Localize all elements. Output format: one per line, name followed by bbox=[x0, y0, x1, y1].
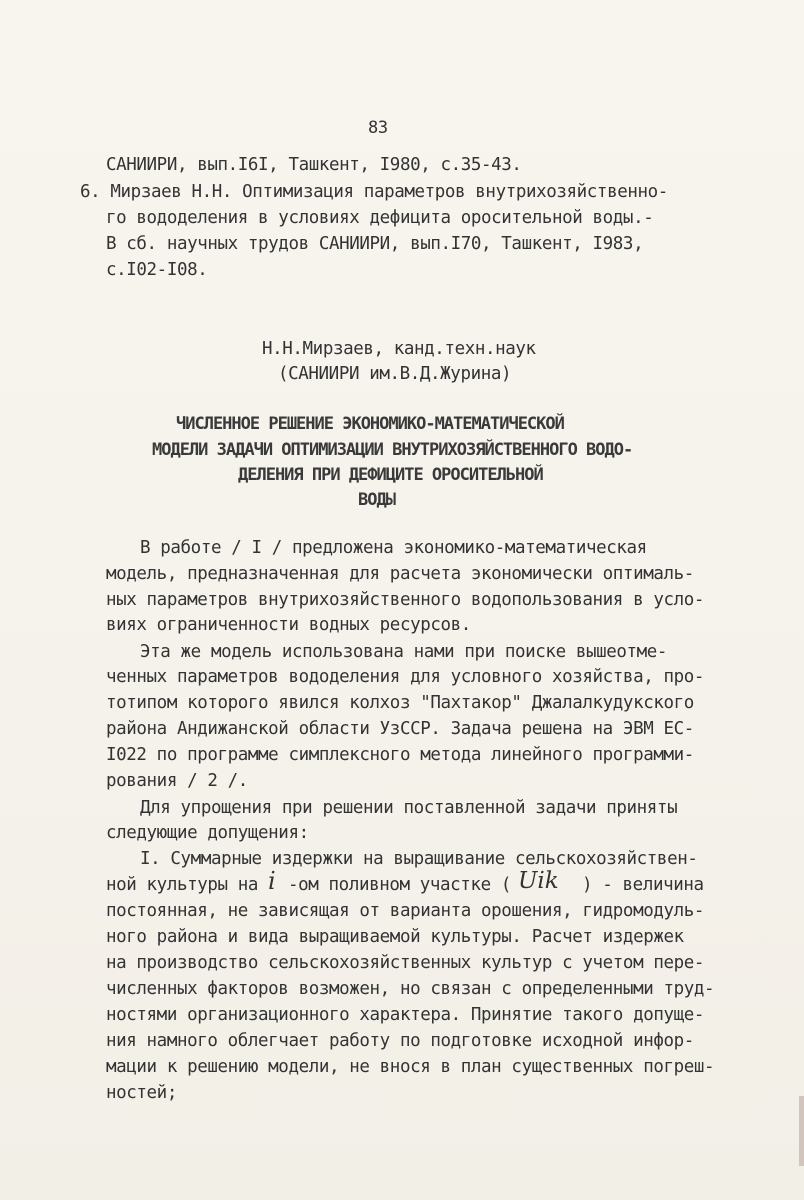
body-text-line: на производство сельскохозяйственных культур с учетом пере- bbox=[106, 953, 705, 973]
body-text-line: ностями организационного характера. Принятие такого допуще- bbox=[106, 1005, 705, 1025]
body-text-line: модель, предназначенная для расчета экономически оптималь- bbox=[106, 564, 694, 584]
handwritten-variable-uik: Uik bbox=[518, 868, 559, 894]
body-text-line: района Андижанской области УзССР. Задача решена на ЭВМ ЕС- bbox=[106, 719, 694, 739]
body-text-line: следующие допущения: bbox=[106, 823, 309, 843]
article-title-line: МОДЕЛИ ЗАДАЧИ ОПТИМИЗАЦИИ ВНУТРИХОЗЯЙСТВЕННОГО ВОДО- bbox=[152, 440, 633, 460]
body-text-line: ного района и вида выращиваемой культуры. Расчет издержек bbox=[106, 927, 684, 947]
body-text-line: ) - величина bbox=[582, 875, 704, 895]
reference-line: САНИИРИ, вып.I6I, Ташкент, I980, с.35-43. bbox=[106, 155, 522, 175]
body-text-line: мации к решению модели, не внося в план существенных погреш- bbox=[106, 1057, 715, 1077]
paper-edge-mark bbox=[799, 1096, 804, 1166]
body-text-line: виях ограниченности водных ресурсов. bbox=[106, 615, 471, 635]
body-text-line: ния намного облегчает работу по подготовке исходной инфор- bbox=[106, 1031, 694, 1051]
reference-line: 6. Мирзаев Н.Н. Оптимизация параметров внутрихозяйственно- bbox=[80, 182, 668, 202]
body-text-line: ченных параметров вододеления для условного хозяйства, про- bbox=[106, 667, 705, 687]
body-text-line: I. Суммарные издержки на выращивание сельскохозяйствен- bbox=[140, 849, 698, 869]
author-name: Н.Н.Мирзаев, канд.техн.наук bbox=[262, 339, 536, 359]
body-text-line: В работе / I / предложена экономико-математическая bbox=[140, 538, 647, 558]
body-text-line: постоянная, не зависящая от варианта орошения, гидромодуль- bbox=[106, 901, 705, 921]
body-text-line: I022 по программе симплексного метода линейного программи- bbox=[106, 745, 694, 765]
reference-line: с.I02-I08. bbox=[106, 260, 208, 280]
page-number: 83 bbox=[368, 118, 388, 138]
body-text-line: ной культуры на bbox=[106, 875, 259, 895]
article-title-line: ЧИСЛЕННОЕ РЕШЕНИЕ ЭКОНОМИКО-МАТЕМАТИЧЕСКОЙ bbox=[176, 414, 564, 434]
body-text-line: Эта же модель использована нами при поиске вышеотме- bbox=[140, 642, 668, 662]
reference-line: В сб. научных трудов САНИИРИ, вып.I70, Ташкент, I983, bbox=[106, 234, 644, 254]
body-text-line: ных параметров внутрихозяйственного водопользования в усло- bbox=[106, 590, 705, 610]
handwritten-variable-i: i bbox=[268, 867, 276, 895]
body-text-line: -ом поливном участке ( bbox=[288, 875, 511, 895]
body-text-line: рования / 2 /. bbox=[106, 771, 248, 791]
body-text-line: ностей; bbox=[106, 1083, 177, 1103]
body-text-line: численных факторов возможен, но связан с определенными труд- bbox=[106, 979, 715, 999]
reference-line: го вододеления в условиях дефицита оросительной воды.- bbox=[106, 208, 654, 228]
body-text-line: тотипом которого явился колхоз "Пахтакор" Джалалкудукского bbox=[106, 693, 694, 713]
body-text-line: Для упрощения при решении поставленной задачи приняты bbox=[140, 798, 678, 818]
author-affiliation: (САНИИРИ им.В.Д.Журина) bbox=[278, 364, 512, 384]
article-title-line: ВОДЫ bbox=[358, 490, 395, 510]
article-title-line: ДЕЛЕНИЯ ПРИ ДЕФИЦИТЕ ОРОСИТЕЛЬНОЙ bbox=[238, 465, 543, 485]
